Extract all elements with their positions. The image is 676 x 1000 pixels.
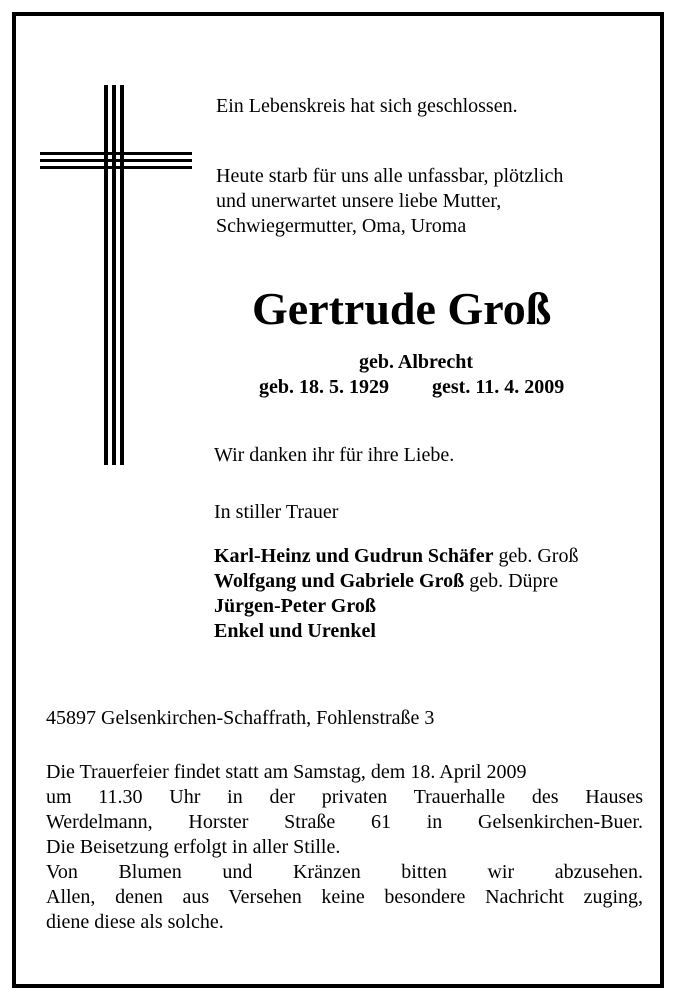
funeral-line-4: Die Beisetzung erfolgt in aller Stille. <box>46 836 341 858</box>
intro-line-3: Schwiegermutter, Oma, Uroma <box>216 215 467 237</box>
address-line: 45897 Gelsenkirchen-Schaffrath, Fohlenstraße 3 <box>46 707 435 729</box>
mourner-row <box>214 619 376 644</box>
funeral-line-7: diene diese als solche. <box>46 911 224 933</box>
funeral-line-2: um 11.30 Uhr in der privaten Trauerhalle des Hauses <box>46 786 643 808</box>
mourner-row <box>214 594 376 619</box>
cross-icon <box>36 85 196 465</box>
funeral-line-1: Die Trauerfeier findet statt am Samstag, dem 18. April 2009 <box>46 761 527 783</box>
mourner-name: Wolfgang und Gabriele Groß <box>214 570 465 592</box>
mourner-suffix: geb. Düpre <box>464 570 559 592</box>
thanks-line: Wir danken ihr für ihre Liebe. <box>214 444 455 466</box>
intro-line-2: und unerwartet unsere liebe Mutter, <box>216 190 502 212</box>
maiden-name: geb. Albrecht <box>359 351 474 373</box>
funeral-line-5: Von Blumen und Kränzen bitten wir abzusehen. <box>46 861 643 883</box>
mourning-line: In stiller Trauer <box>214 501 339 523</box>
mourner-row <box>214 544 578 569</box>
funeral-line-6: Allen, denen aus Versehen keine besondere Nachricht zuging, <box>46 886 643 908</box>
obituary-notice <box>12 12 664 988</box>
mourner-name: Karl-Heinz und Gudrun Schäfer <box>214 545 494 567</box>
deceased-name: Gertrude Groß <box>252 283 552 334</box>
death-date: gest. 11. 4. 2009 <box>432 376 565 398</box>
mourner-suffix: geb. Groß <box>493 545 579 567</box>
intro-line-1: Heute starb für uns alle unfassbar, plötzlich <box>216 165 564 187</box>
mourner-name: Enkel und Urenkel <box>214 620 376 642</box>
birth-date: geb. 18. 5. 1929 <box>259 376 389 398</box>
funeral-line-3: Werdelmann, Horster Straße 61 in Gelsenkirchen-Buer. <box>46 811 643 833</box>
mourner-row <box>214 569 558 594</box>
opening-line: Ein Lebenskreis hat sich geschlossen. <box>216 95 518 117</box>
mourner-name: Jürgen-Peter Groß <box>214 595 377 617</box>
